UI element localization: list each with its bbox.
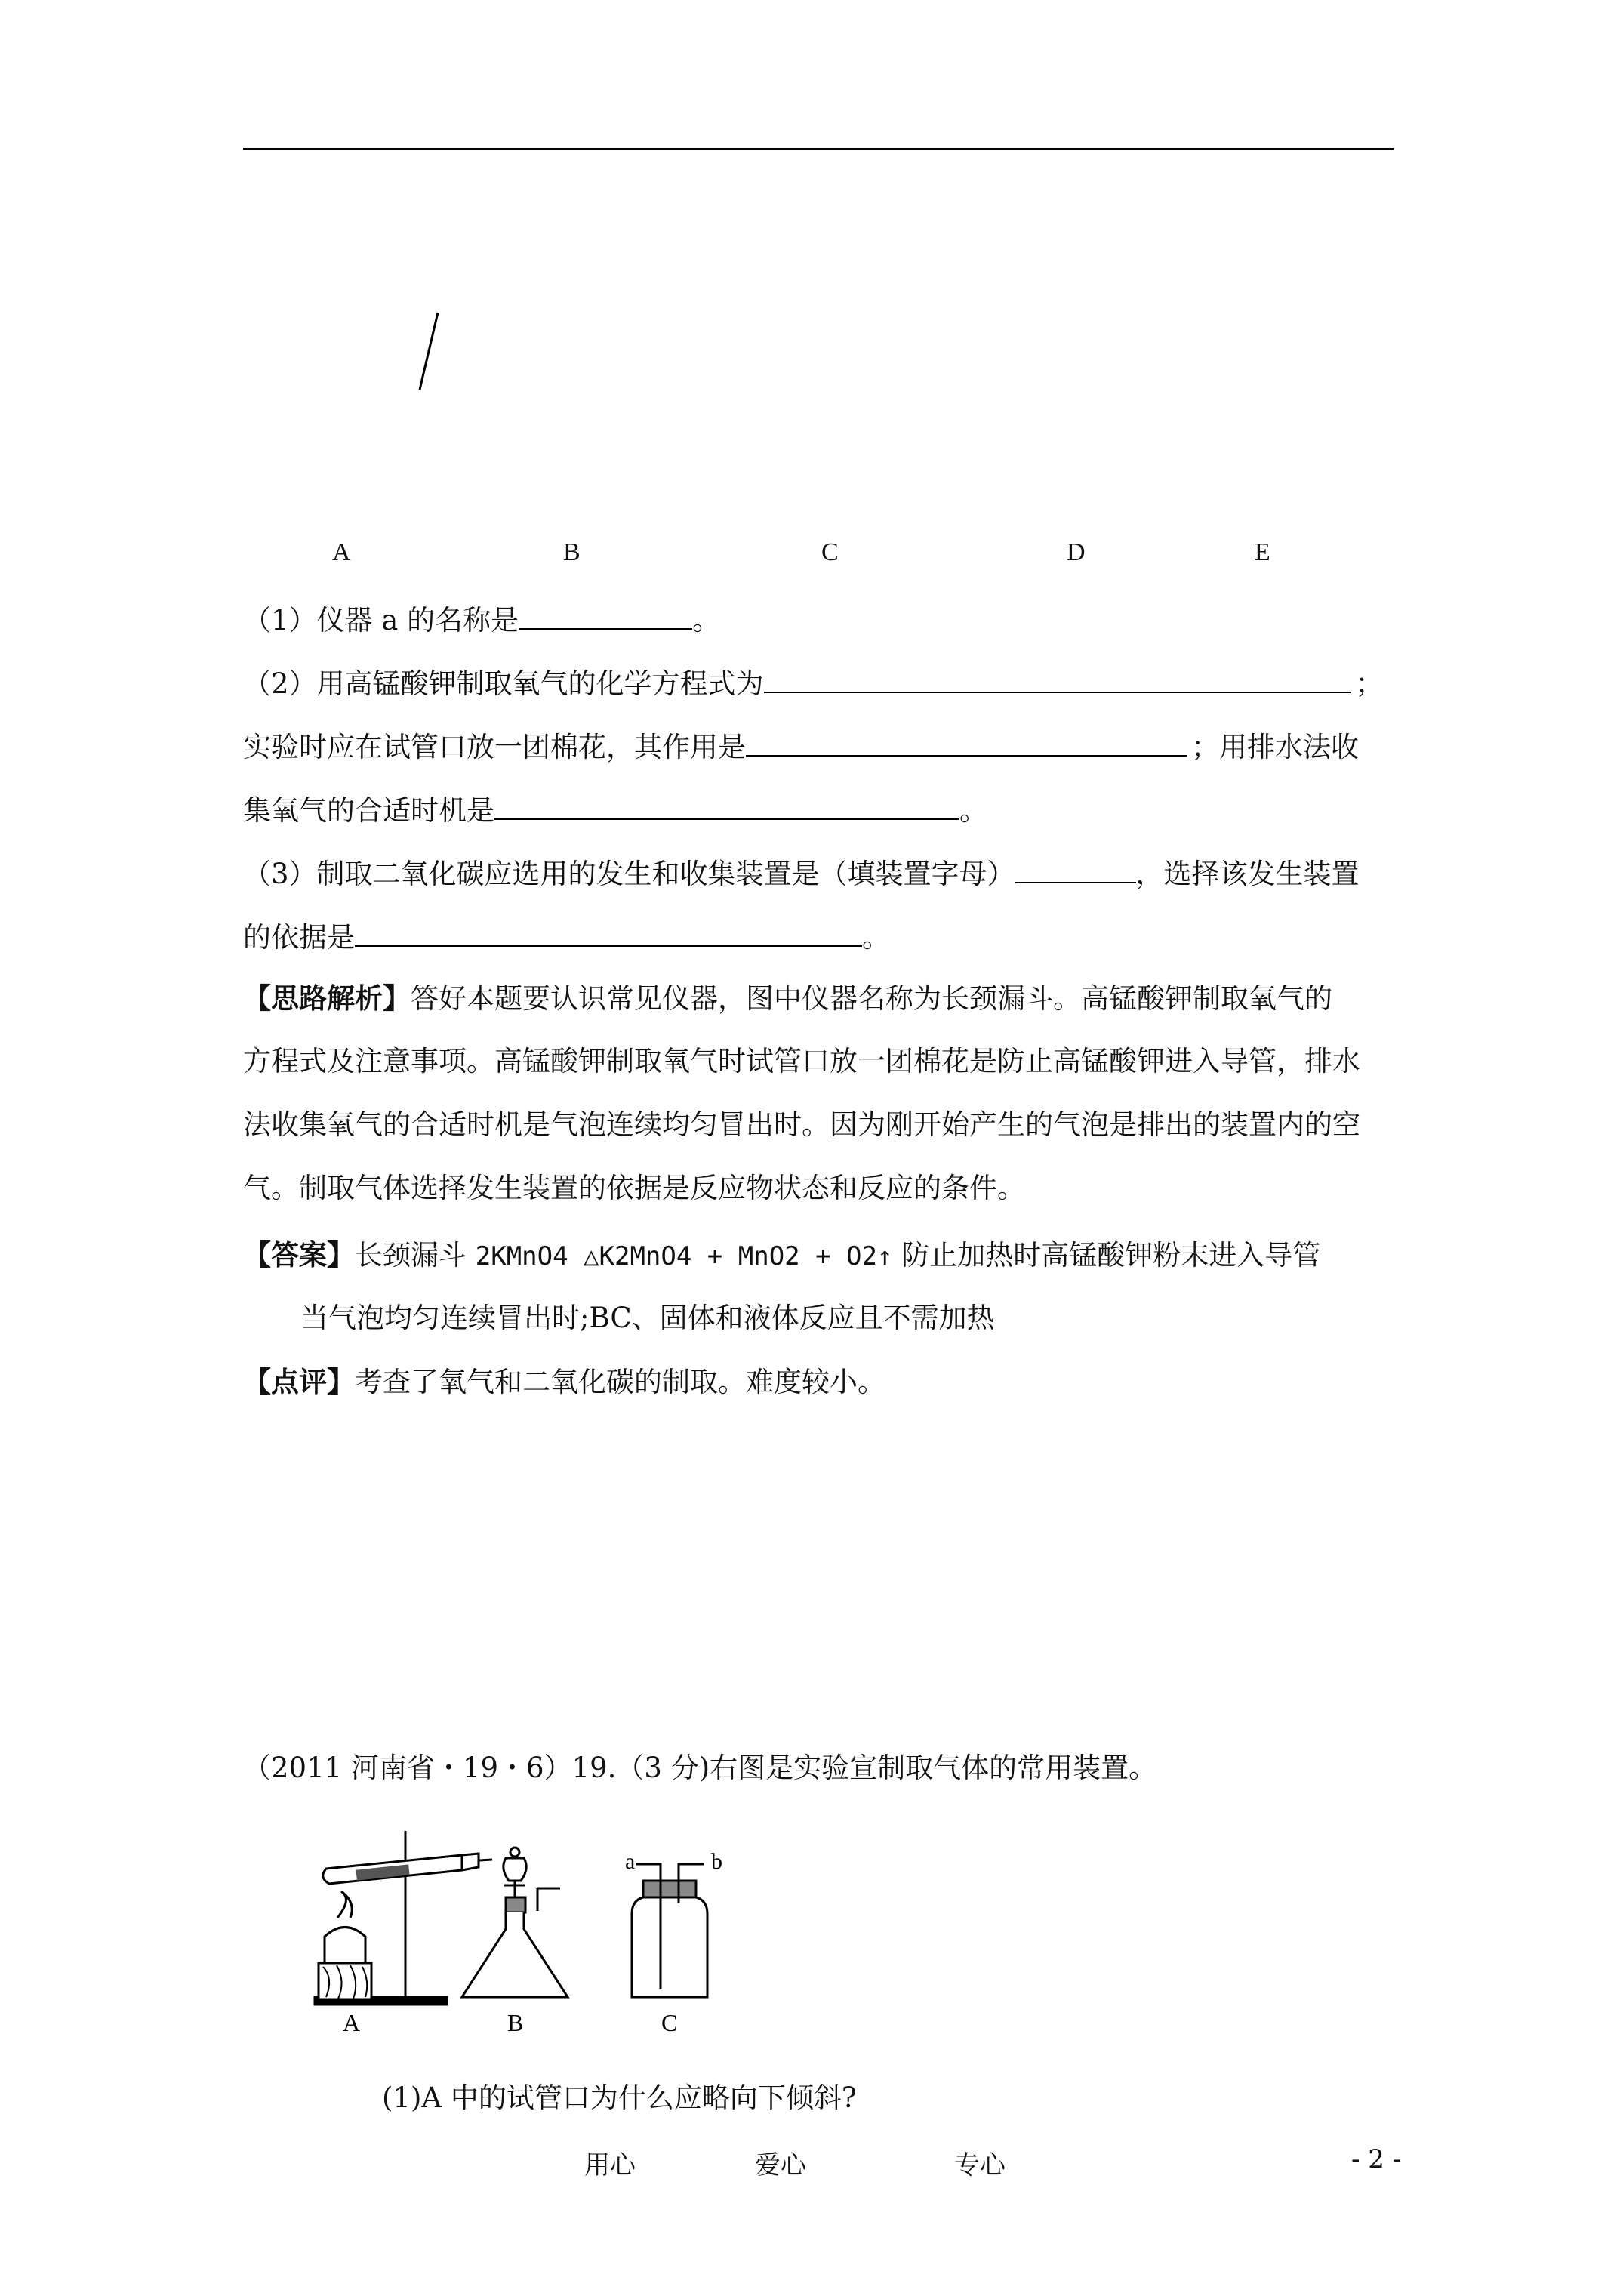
analysis-line-3: 法收集氧气的合适时机是气泡连续均匀冒出时。因为刚开始产生的气泡是排出的装置内的空 <box>243 1108 1360 1141</box>
answer-blank-3b[interactable] <box>355 917 862 947</box>
apparatus-illustration <box>311 1816 749 2035</box>
analysis-line-4: 气。制取气体选择发生装置的依据是反应物状态和反应的条件。 <box>243 1172 1025 1204</box>
chemical-equation: 2KMnO4 △K2MnO4 + MnO2 + O2↑ <box>475 1241 893 1271</box>
question-2-line-3: 集氧气的合适时机是 。 <box>243 790 987 829</box>
footer-item-3: 专心 <box>954 2150 1006 2180</box>
apparatus-label-c: C <box>661 2009 678 2035</box>
analysis-line-2: 方程式及注意事项。高锰酸钾制取氧气时试管口放一团棉花是防止高锰酸钾进入导管，排水 <box>243 1045 1360 1077</box>
apparatus-b <box>462 1848 568 1997</box>
figure-label-d: D <box>1067 538 1086 566</box>
comment-line: 【点评】考查了氧气和二氧化碳的制取。难度较小。 <box>243 1365 885 1398</box>
figure-label-e: E <box>1255 538 1270 566</box>
question-2-line-2: 实验时应在试管口放一团棉花，其作用是 ；用排水法收 <box>243 726 1359 766</box>
problem-2-header: （2011 河南省・19・6）19.（3 分)右图是实验宣制取气体的常用装置。 <box>243 1752 1157 1784</box>
answer-blank-1[interactable] <box>519 599 692 630</box>
apparatus-a <box>315 1831 492 2005</box>
answer-line-2: 当气泡均匀连续冒出时;BC、固体和液体反应且不需加热 <box>300 1302 995 1334</box>
footer-item-1: 用心 <box>584 2150 636 2180</box>
analysis-tag: 【思路解析】 <box>243 982 411 1015</box>
question-2-line-1: （2）用高锰酸钾制取氧气的化学方程式为 ； <box>243 663 1384 702</box>
answer-blank-2b[interactable] <box>746 726 1187 757</box>
comment-tag: 【点评】 <box>243 1365 355 1398</box>
figure-label-c: C <box>821 538 839 566</box>
footer-item-2: 爱心 <box>755 2150 806 2180</box>
answer-line-1: 【答案】长颈漏斗 2KMnO4 △K2MnO4 + MnO2 + O2↑ 防止加热时高锰酸钾粉末进入导管 <box>243 1238 1321 1271</box>
figure-label-b: B <box>563 538 581 566</box>
tube-label-a: a <box>625 1849 636 1874</box>
problem-2-sub-1: (1)A 中的试管口为什么应略向下倾斜? <box>382 2082 857 2114</box>
header-rule <box>243 148 1394 150</box>
figure-label-a: A <box>332 538 351 566</box>
apparatus-label-a: A <box>343 2009 361 2035</box>
analysis-line-1: 【思路解析】答好本题要认识常见仪器，图中仪器名称为长颈漏斗。高锰酸钾制取氧气的 <box>243 982 1332 1015</box>
answer-blank-2a[interactable] <box>764 663 1351 693</box>
answer-tag: 【答案】 <box>243 1238 355 1271</box>
question-1: （1）仪器 a 的名称是 。 <box>243 599 720 639</box>
question-3-line-1: （3）制取二氧化碳应选用的发生和收集装置是（填装置字母） ，选择该发生装置 <box>243 853 1360 892</box>
answer-blank-3a[interactable] <box>1015 853 1136 883</box>
question-3-line-2: 的依据是 。 <box>243 917 890 956</box>
page-number: - 2 - <box>1351 2144 1402 2174</box>
apparatus-c <box>632 1864 707 1997</box>
figure-fragment <box>415 310 445 393</box>
tube-label-b: b <box>711 1849 722 1874</box>
answer-blank-2c[interactable] <box>494 790 959 820</box>
apparatus-label-b: B <box>507 2009 524 2035</box>
